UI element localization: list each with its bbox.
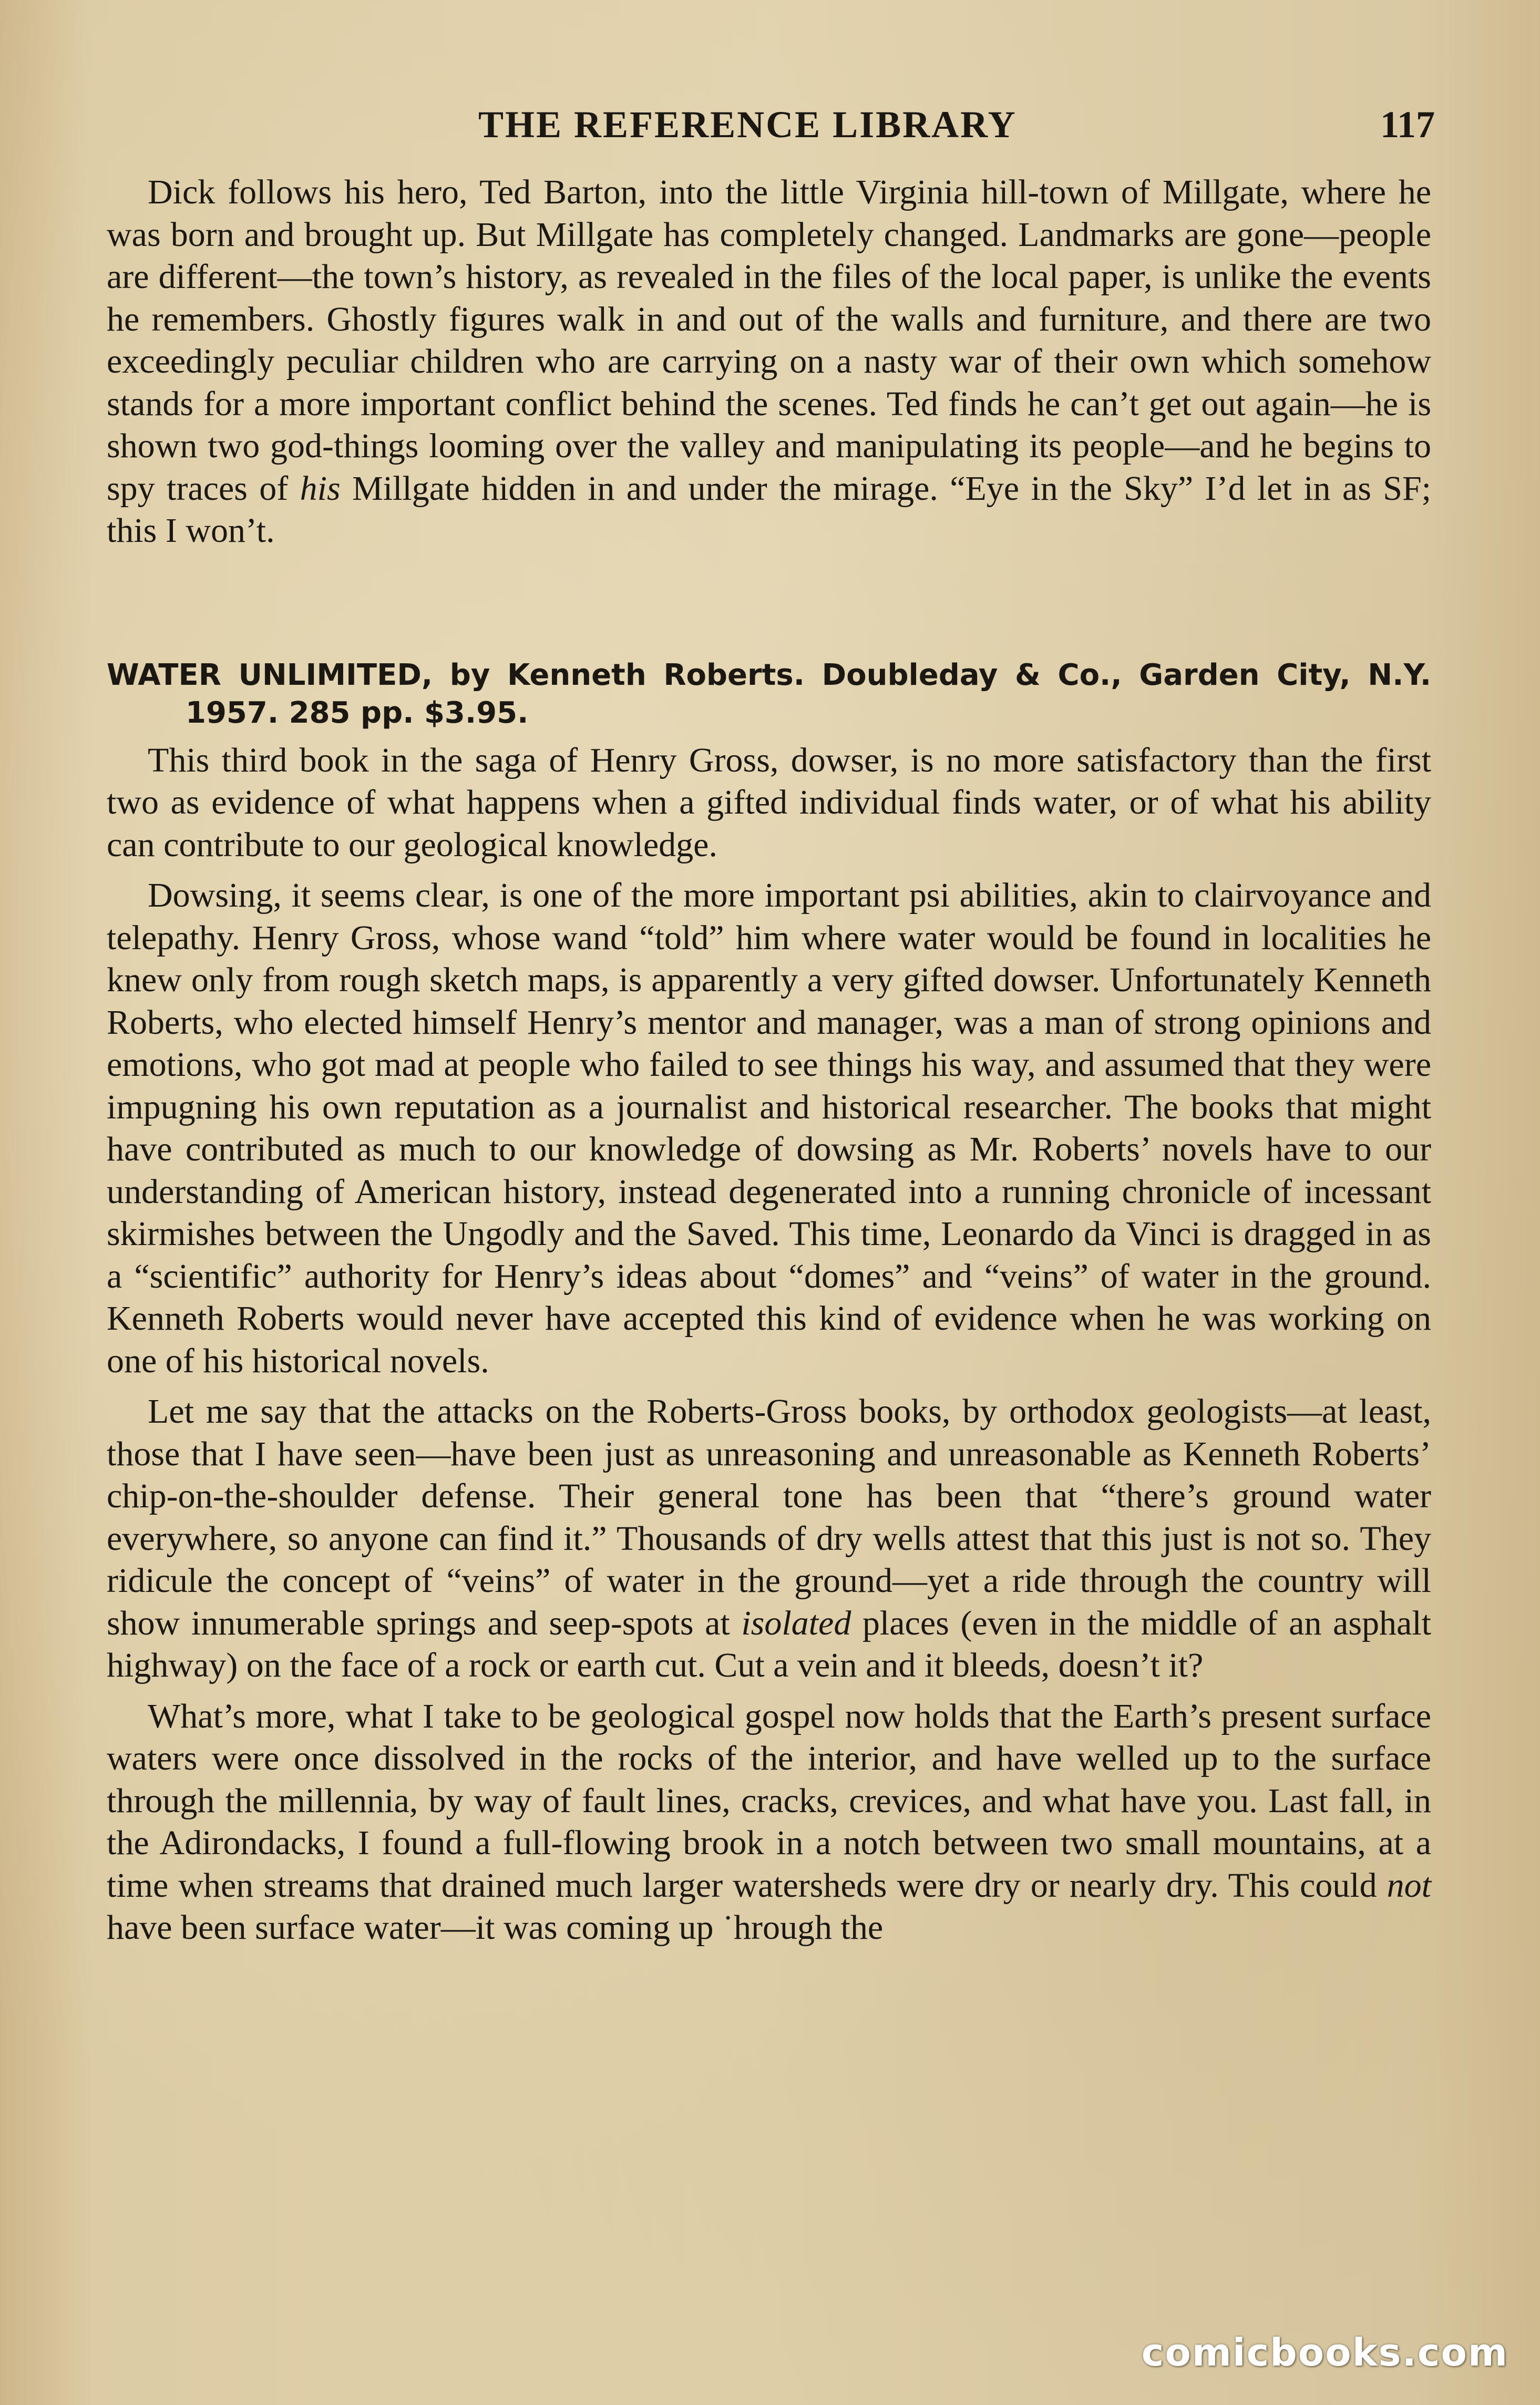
paragraph-gospel: [107, 1695, 1431, 1949]
paragraph-attacks: [107, 1391, 1431, 1687]
italic-isolated: isolated: [741, 1604, 851, 1642]
italic-his: his: [300, 469, 341, 508]
paragraph-text: places (even in the middle of an asphalt highway) on the face of a rock or earth cut. Cut a vein and it bleeds, doesn’t it?: [107, 1604, 1431, 1684]
paragraph-text: Let me say that the attacks on the Roberts-Gross books, by orthodox geologists—at least, those that I have seen—have been just as unreasoning and unreasonable as Kenneth Roberts’ chip-on-the-shoulder defense. Their general tone has been that “there’s ground water everywhere, so anyone can find it.” Thousands of dry wells attest that this just is not so. They ridicule the concept of “veins” of water in the ground—yet a ride through the country will show innumerable springs and seep-spots at: [107, 1392, 1431, 1642]
paragraph-text: have been surface water—it was coming up ˙hrough the: [107, 1908, 884, 1947]
paragraph-text: Dick follows his hero, Ted Barton, into the little Virginia hill-town of Millgate, where he was born and brought up. But Millgate has completely changed. Landmarks are gone—people are different—the town’s history, as revealed in the files of the local paper, is unlike the events he remembers. Ghostly figures walk in and out of the walls and furniture, and there are two exceedingly peculiar children who are carrying on a nasty war of their own which somehow stands for a more important conflict behind the scenes. Ted finds he can’t get out again—he is shown two god-things looming over the valley and manipulating its people—and he begins to spy traces of: [107, 173, 1431, 508]
paragraph-dowsing: Dowsing, it seems clear, is one of the more important psi abilities, akin to clairvoyance and telepathy. Henry Gross, whose wand “told” him where water would be found in localities he knew only from rough sketch maps, is apparently a very gifted dowser. Unfortunately Kenneth Roberts, who elected himself Henry’s mentor and manager, was a man of strong opinions and emotions, who got mad at people who failed to see things his way, and assumed that they were impugning his own reputation as a journalist and historical researcher. The books that might have contributed as much to our knowledge of dowsing as Mr. Roberts’ novels have to our understanding of American history, instead degenerated into a running chronicle of incessant skirmishes between the Ungodly and the Saved. This time, Leonardo da Vinci is dragged in as a “scientific” authority for Henry’s ideas about “domes” and “veins” of water in the ground. Kenneth Roberts would never have accepted this kind of evidence when he was working on one of his historical novels.: [107, 876, 1431, 1380]
watermark: comicbooks.com: [1141, 2330, 1508, 2375]
page-number: 117: [1380, 104, 1435, 146]
book-entry-heading: WATER UNLIMITED, by Kenneth Roberts. Doubleday & Co., Garden City, N.Y. 1957. 285 pp. $3.95.: [107, 657, 1431, 730]
paragraph-third-book: This third book in the saga of Henry Gross, dowser, is no more satisfactory than the first two as evidence of what happens when a gifted individual finds water, or of what his ability can contribute to our geological knowledge.: [107, 741, 1431, 864]
page-header: [478, 103, 1435, 156]
italic-not: not: [1387, 1866, 1432, 1905]
paragraph-text: Millgate hidden in and under the mirage. “Eye in the Sky” I’d let in as SF; this I won’t.: [107, 469, 1432, 550]
body-text: [107, 171, 1431, 1949]
running-title: THE REFERENCE LIBRARY: [478, 104, 1017, 146]
paragraph-text: What’s more, what I take to be geological gospel now holds that the Earth’s present surface waters were once dissolved in the rocks of the interior, and have welled up to the surface through the millennia, by way of fault lines, cracks, crevices, and what have you. Last fall, in the Adirondacks, I found a full-flowing brook in a notch between two small mountains, at a time when streams that drained much larger watersheds were dry or nearly dry. This could: [107, 1697, 1431, 1905]
paragraph-barton: [107, 171, 1431, 552]
